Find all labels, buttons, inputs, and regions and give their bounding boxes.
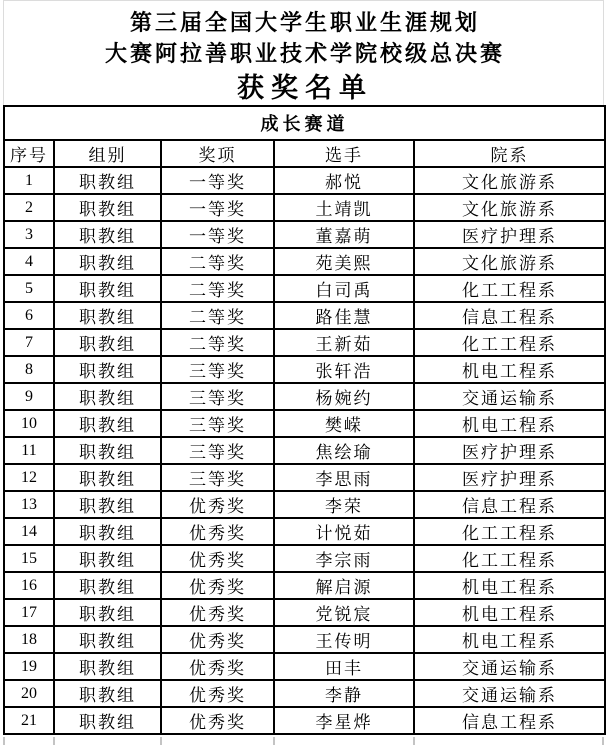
title-line-1: 第三届全国大学生职业生涯规划 — [129, 10, 480, 35]
cell-no: 9 — [4, 383, 54, 410]
cell-no: 11 — [4, 437, 54, 464]
cell-award: 优秀奖 — [161, 545, 274, 572]
cell-group: 职教组 — [54, 194, 161, 221]
cell-no: 17 — [4, 599, 54, 626]
cell-group: 职教组 — [54, 356, 161, 383]
table-row — [4, 221, 605, 248]
cell-dept: 医疗护理系 — [414, 221, 605, 248]
cell-group: 职教组 — [54, 221, 161, 248]
cell-no: 10 — [4, 410, 54, 437]
cell-dept: 文化旅游系 — [414, 167, 605, 194]
gridline-segment — [160, 737, 162, 745]
table-row — [4, 167, 605, 194]
cell-group: 职教组 — [54, 248, 161, 275]
cell-group: 职教组 — [54, 167, 161, 194]
gridline-segment — [602, 737, 604, 745]
table-row — [4, 491, 605, 518]
cell-group: 职教组 — [54, 302, 161, 329]
cell-award: 一等奖 — [161, 167, 274, 194]
table-row — [4, 383, 605, 410]
cell-dept: 机电工程系 — [414, 356, 605, 383]
cell-no: 3 — [4, 221, 54, 248]
cell-name: 李宗雨 — [274, 545, 414, 572]
cell-award: 优秀奖 — [161, 572, 274, 599]
track-title: 成长赛道 — [4, 106, 605, 140]
cell-award: 三等奖 — [161, 383, 274, 410]
cell-dept: 文化旅游系 — [414, 248, 605, 275]
cell-group: 职教组 — [54, 518, 161, 545]
cell-group: 职教组 — [54, 491, 161, 518]
cell-award: 优秀奖 — [161, 599, 274, 626]
cell-award: 三等奖 — [161, 410, 274, 437]
cell-award: 一等奖 — [161, 194, 274, 221]
cell-group: 职教组 — [54, 626, 161, 653]
cell-name: 李荣 — [274, 491, 414, 518]
cell-no: 8 — [4, 356, 54, 383]
cell-group: 职教组 — [54, 545, 161, 572]
table-row — [4, 302, 605, 329]
cell-group: 职教组 — [54, 464, 161, 491]
cell-name: 李星烨 — [274, 707, 414, 734]
cell-dept: 机电工程系 — [414, 410, 605, 437]
title-line-2: 大赛阿拉善职业技术学院校级总决赛 — [104, 41, 505, 66]
table-row — [4, 599, 605, 626]
table-row — [4, 329, 605, 356]
table-row — [4, 356, 605, 383]
cell-dept: 化工工程系 — [414, 518, 605, 545]
cell-name: 路佳慧 — [274, 302, 414, 329]
table-body — [4, 167, 605, 734]
table-row — [4, 707, 605, 734]
cell-award: 优秀奖 — [161, 680, 274, 707]
cell-group: 职教组 — [54, 599, 161, 626]
cell-no: 7 — [4, 329, 54, 356]
table-row — [4, 194, 605, 221]
table-row — [4, 275, 605, 302]
cell-dept: 机电工程系 — [414, 626, 605, 653]
cell-dept: 医疗护理系 — [414, 464, 605, 491]
cell-name: 樊嵘 — [274, 410, 414, 437]
cell-name: 苑美熙 — [274, 248, 414, 275]
cell-name: 计悦茹 — [274, 518, 414, 545]
cell-group: 职教组 — [54, 383, 161, 410]
cell-no: 20 — [4, 680, 54, 707]
col-header-name: 选手 — [274, 140, 414, 167]
cell-group: 职教组 — [54, 680, 161, 707]
gridline-segment — [3, 737, 5, 745]
gridline-segment — [53, 737, 55, 745]
cell-no: 18 — [4, 626, 54, 653]
cell-award: 三等奖 — [161, 356, 274, 383]
cell-dept: 交通运输系 — [414, 383, 605, 410]
table-row — [4, 464, 605, 491]
cell-no: 15 — [4, 545, 54, 572]
cell-name: 白司禹 — [274, 275, 414, 302]
awards-table — [3, 105, 606, 735]
cell-dept: 化工工程系 — [414, 545, 605, 572]
cell-award: 优秀奖 — [161, 653, 274, 680]
gridline-segment — [273, 737, 275, 745]
cell-group: 职教组 — [54, 572, 161, 599]
cell-dept: 医疗护理系 — [414, 437, 605, 464]
cell-no: 21 — [4, 707, 54, 734]
document-title — [5, 7, 605, 107]
cell-no: 4 — [4, 248, 54, 275]
col-header-no: 序号 — [4, 140, 54, 167]
title-line-3: 获奖名单 — [237, 73, 373, 103]
cell-award: 二等奖 — [161, 329, 274, 356]
cell-dept: 化工工程系 — [414, 329, 605, 356]
cell-name: 李思雨 — [274, 464, 414, 491]
cell-dept: 机电工程系 — [414, 572, 605, 599]
cell-name: 解启源 — [274, 572, 414, 599]
cell-name: 郝悦 — [274, 167, 414, 194]
cell-group: 职教组 — [54, 437, 161, 464]
cell-dept: 机电工程系 — [414, 599, 605, 626]
cell-name: 董嘉萌 — [274, 221, 414, 248]
cell-award: 三等奖 — [161, 437, 274, 464]
cell-name: 焦绘瑜 — [274, 437, 414, 464]
cell-no: 16 — [4, 572, 54, 599]
table-row — [4, 680, 605, 707]
table-head — [4, 106, 605, 167]
cell-dept: 交通运输系 — [414, 680, 605, 707]
cell-award: 二等奖 — [161, 302, 274, 329]
cell-award: 优秀奖 — [161, 626, 274, 653]
gridline-segment — [413, 737, 415, 745]
table-row — [4, 626, 605, 653]
cell-name: 田丰 — [274, 653, 414, 680]
cell-group: 职教组 — [54, 653, 161, 680]
cell-group: 职教组 — [54, 410, 161, 437]
col-header-group: 组别 — [54, 140, 161, 167]
cell-name: 党锐宸 — [274, 599, 414, 626]
cell-no: 12 — [4, 464, 54, 491]
cell-group: 职教组 — [54, 329, 161, 356]
table-row — [4, 248, 605, 275]
table-row — [4, 518, 605, 545]
cell-name: 杨婉约 — [274, 383, 414, 410]
cell-award: 三等奖 — [161, 464, 274, 491]
cell-no: 13 — [4, 491, 54, 518]
cell-no: 1 — [4, 167, 54, 194]
cell-dept: 信息工程系 — [414, 302, 605, 329]
column-header-row — [4, 140, 605, 167]
cell-no: 5 — [4, 275, 54, 302]
table-row — [4, 410, 605, 437]
partial-next-row — [3, 737, 604, 745]
cell-name: 王传明 — [274, 626, 414, 653]
cell-dept: 信息工程系 — [414, 707, 605, 734]
cell-no: 14 — [4, 518, 54, 545]
cell-award: 优秀奖 — [161, 518, 274, 545]
cell-dept: 化工工程系 — [414, 275, 605, 302]
cell-no: 19 — [4, 653, 54, 680]
cell-dept: 交通运输系 — [414, 653, 605, 680]
cell-group: 职教组 — [54, 707, 161, 734]
table-row — [4, 572, 605, 599]
cell-name: 张轩浩 — [274, 356, 414, 383]
cell-award: 二等奖 — [161, 248, 274, 275]
table-row — [4, 545, 605, 572]
track-header-row — [4, 106, 605, 140]
cell-award: 优秀奖 — [161, 491, 274, 518]
cell-no: 2 — [4, 194, 54, 221]
table-row — [4, 437, 605, 464]
cell-name: 土靖凯 — [274, 194, 414, 221]
cell-award: 一等奖 — [161, 221, 274, 248]
cell-award: 二等奖 — [161, 275, 274, 302]
cell-award: 优秀奖 — [161, 707, 274, 734]
cell-dept: 文化旅游系 — [414, 194, 605, 221]
table-row — [4, 653, 605, 680]
cell-name: 王新茹 — [274, 329, 414, 356]
col-header-dept: 院系 — [414, 140, 605, 167]
cell-name: 李静 — [274, 680, 414, 707]
cell-no: 6 — [4, 302, 54, 329]
cell-group: 职教组 — [54, 275, 161, 302]
cell-dept: 信息工程系 — [414, 491, 605, 518]
col-header-award: 奖项 — [161, 140, 274, 167]
